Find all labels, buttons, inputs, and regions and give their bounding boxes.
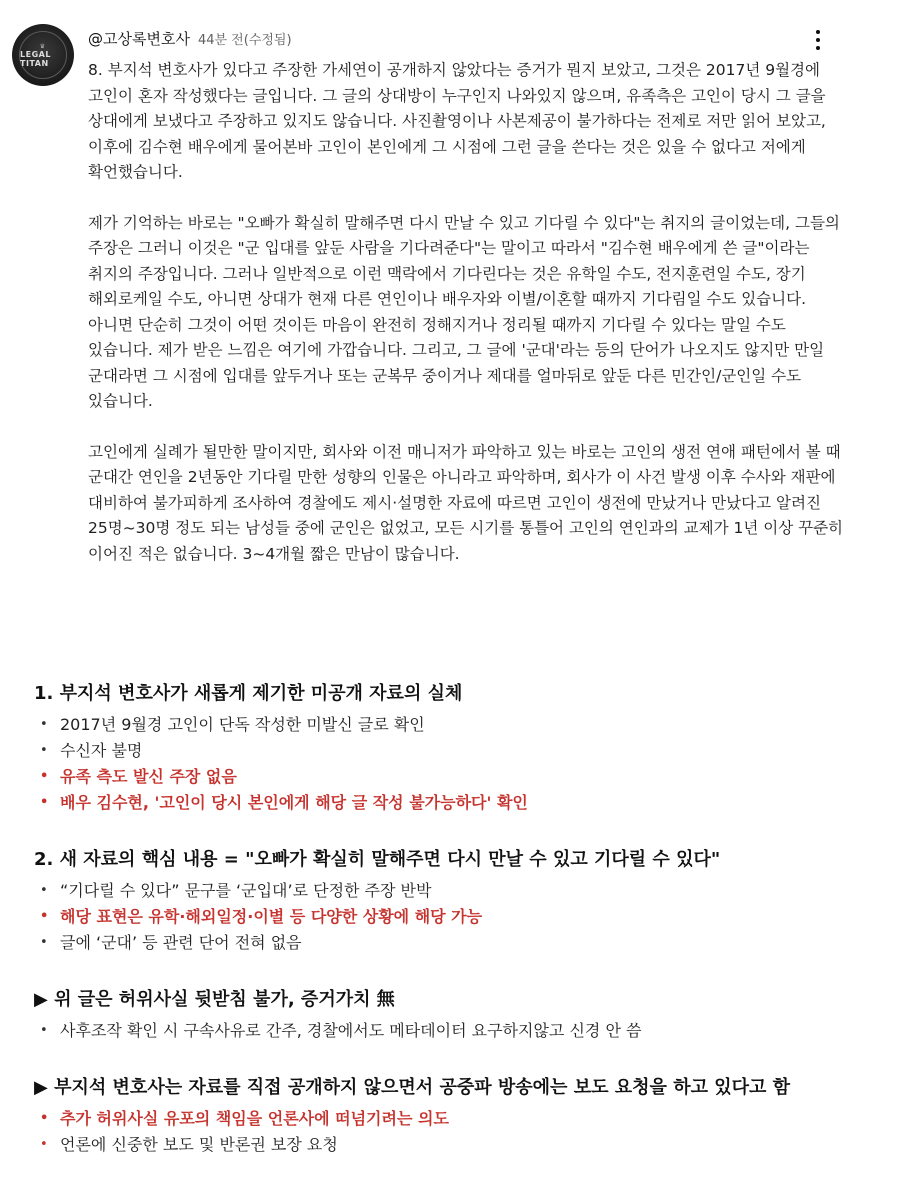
bullet-icon: • (40, 1137, 48, 1152)
avatar-emblem (19, 31, 67, 79)
comment-author[interactable]: @고상록변호사 (88, 30, 190, 48)
avatar-crown-icon: ♛ (39, 42, 47, 50)
summary-section-2 (34, 846, 874, 956)
list-item-text: 해당 표현은 유학·해외일정·이별 등 다양한 상황에 해당 가능 (60, 907, 483, 926)
section-3-list (34, 1018, 874, 1044)
comment-timestamp[interactable]: 44분 전(수정됨) (197, 33, 292, 48)
summary-section-4 (34, 1074, 874, 1158)
bullet-icon: • (40, 909, 49, 924)
list-item (34, 930, 874, 956)
list-item-text: “기다릴 수 있다” 문구를 ‘군입대’로 단정한 주장 반박 (60, 881, 432, 900)
list-item-text: 수신자 불명 (60, 741, 143, 760)
list-item-highlight (34, 790, 874, 816)
summary-section-3 (34, 986, 874, 1044)
bullet-icon: • (40, 795, 49, 810)
section-3-title: ▶ 위 글은 허위사실 뒷받침 불가, 증거가치 無 (34, 989, 395, 1010)
comment-body (88, 58, 848, 592)
comment-paragraph-1: 8. 부지석 변호사가 있다고 주장한 가세연이 공개하지 않았다는 증거가 뭔지 보았고, 그것은 2017년 9월경에 고인이 혼자 작성했다는 글입니다. 그 글의 상대방이 누구인지 나와있지 않으며, 유족측은 고인이 당시 그 글을 상대에게 보냈다고 주장하고 있지도 않습니다. 사진촬영이나 사본제공이 불가하다는 전제로 저만 읽어 보았고, 이후에 김수현 배우에게 물어본바 고인이 본인에게 그 시점에 그런 글을 쓴다는 것은 있을 수 없다고 저에게 확언했습니다. (88, 61, 826, 181)
list-item (34, 1018, 874, 1044)
summary-panel (34, 680, 874, 1158)
bullet-icon: • (40, 883, 48, 898)
list-item (34, 1132, 874, 1158)
summary-section-1 (34, 680, 874, 816)
more-vert-icon (816, 30, 820, 34)
list-item-text: 2017년 9월경 고인이 단독 작성한 미발신 글로 확인 (60, 715, 425, 734)
more-options-button[interactable] (804, 26, 832, 54)
list-item-highlight (34, 904, 874, 930)
bullet-icon: • (40, 743, 48, 758)
list-item-text: 언론에 신중한 보도 및 반론권 보장 요청 (60, 1135, 338, 1154)
bullet-icon: • (40, 1111, 49, 1126)
comment-paragraph-3: 고인에게 실례가 될만한 말이지만, 회사와 이전 매니저가 파악하고 있는 바로는 고인의 생전 연애 패턴에서 볼 때 군대간 연인을 2년동안 기다릴 만한 성향의 인물은 아니라고 파악하며, 회사가 이 사건 발생 이후 수사와 재판에 대비하여 불가피하게 조사하여 경찰에도 제시·설명한 자료에 따르면 고인이 생전에 만났거나 만났다고 알려진 25명~30명 정도 되는 남성들 중에 군인은 없었고, 모든 시기를 통틀어 고인의 연인과의 교제가 1년 이상 꾸준히 이어진 적은 없습니다. 3~4개월 짧은 만남이 많습니다. (88, 442, 844, 563)
list-item (34, 712, 874, 738)
bullet-icon: • (40, 1023, 48, 1038)
comment-paragraph-2: 제가 기억하는 바로는 "오빠가 확실히 말해주면 다시 만날 수 있고 기다릴 수 있다"는 취지의 글이었는데, 그들의 주장은 그러니 이것은 "군 입대를 앞둔 사람을 기다려준다"는 말이고 따라서 "김수현 배우에게 쓴 글"이라는 취지의 주장입니다. 그러나 일반적으로 이런 맥락에서 기다린다는 것은 유학일 수도, 전지훈련일 수도, 장기 해외로케일 수도, 아니면 상대가 현재 다른 연인이나 배우자와 이별/이혼할 때까지 기다림일 수도 있습니다. 아니면 단순히 그것이 어떤 것이든 마음이 완전히 정해지거나 정리될 때까지 기다릴 수 있다는 말일 수도 있습니다. 제가 받은 느낌은 여기에 가깝습니다. 그리고, 그 글에 '군대'라는 등의 단어가 나오지도 않지만 만일 군대라면 그 시점에 입대를 앞두거나 또는 군복무 중이거나 제대를 얼마뒤로 앞둔 다른 민간인/군인일 수도 있습니다. (88, 213, 840, 410)
bullet-icon: • (40, 769, 49, 784)
list-item-text: 사후조작 확인 시 구속사유로 간주, 경찰에서도 메타데이터 요구하지않고 신경 안 씀 (60, 1021, 642, 1040)
list-item-text: 글에 ‘군대’ 등 관련 단어 전혀 없음 (60, 933, 302, 952)
section-4-title: ▶ 부지석 변호사는 자료를 직접 공개하지 않으면서 공중파 방송에는 보도 요청을 하고 있다고 함 (34, 1077, 791, 1098)
comment-header (88, 28, 292, 49)
list-item-text: 추가 허위사실 유포의 책임을 언론사에 떠넘기려는 의도 (60, 1109, 449, 1128)
section-1-title: 1. 부지석 변호사가 새롭게 제기한 미공개 자료의 실체 (34, 683, 463, 704)
section-1-list (34, 712, 874, 816)
section-4-list (34, 1106, 874, 1158)
author-avatar[interactable] (12, 24, 74, 86)
list-item (34, 878, 874, 904)
list-item-highlight (34, 1106, 874, 1132)
bullet-icon: • (40, 935, 48, 950)
bullet-icon: • (40, 717, 48, 732)
avatar-logo-text: LEGAL TITAN (20, 49, 51, 68)
section-2-title: 2. 새 자료의 핵심 내용 = "오빠가 확실히 말해주면 다시 만날 수 있고 기다릴 수 있다" (34, 849, 721, 870)
list-item-highlight (34, 764, 874, 790)
list-item-text: 배우 김수현, '고인이 당시 본인에게 해당 글 작성 불가능하다' 확인 (60, 793, 528, 812)
list-item (34, 738, 874, 764)
section-2-list (34, 878, 874, 956)
list-item-text: 유족 측도 발신 주장 없음 (60, 767, 237, 786)
